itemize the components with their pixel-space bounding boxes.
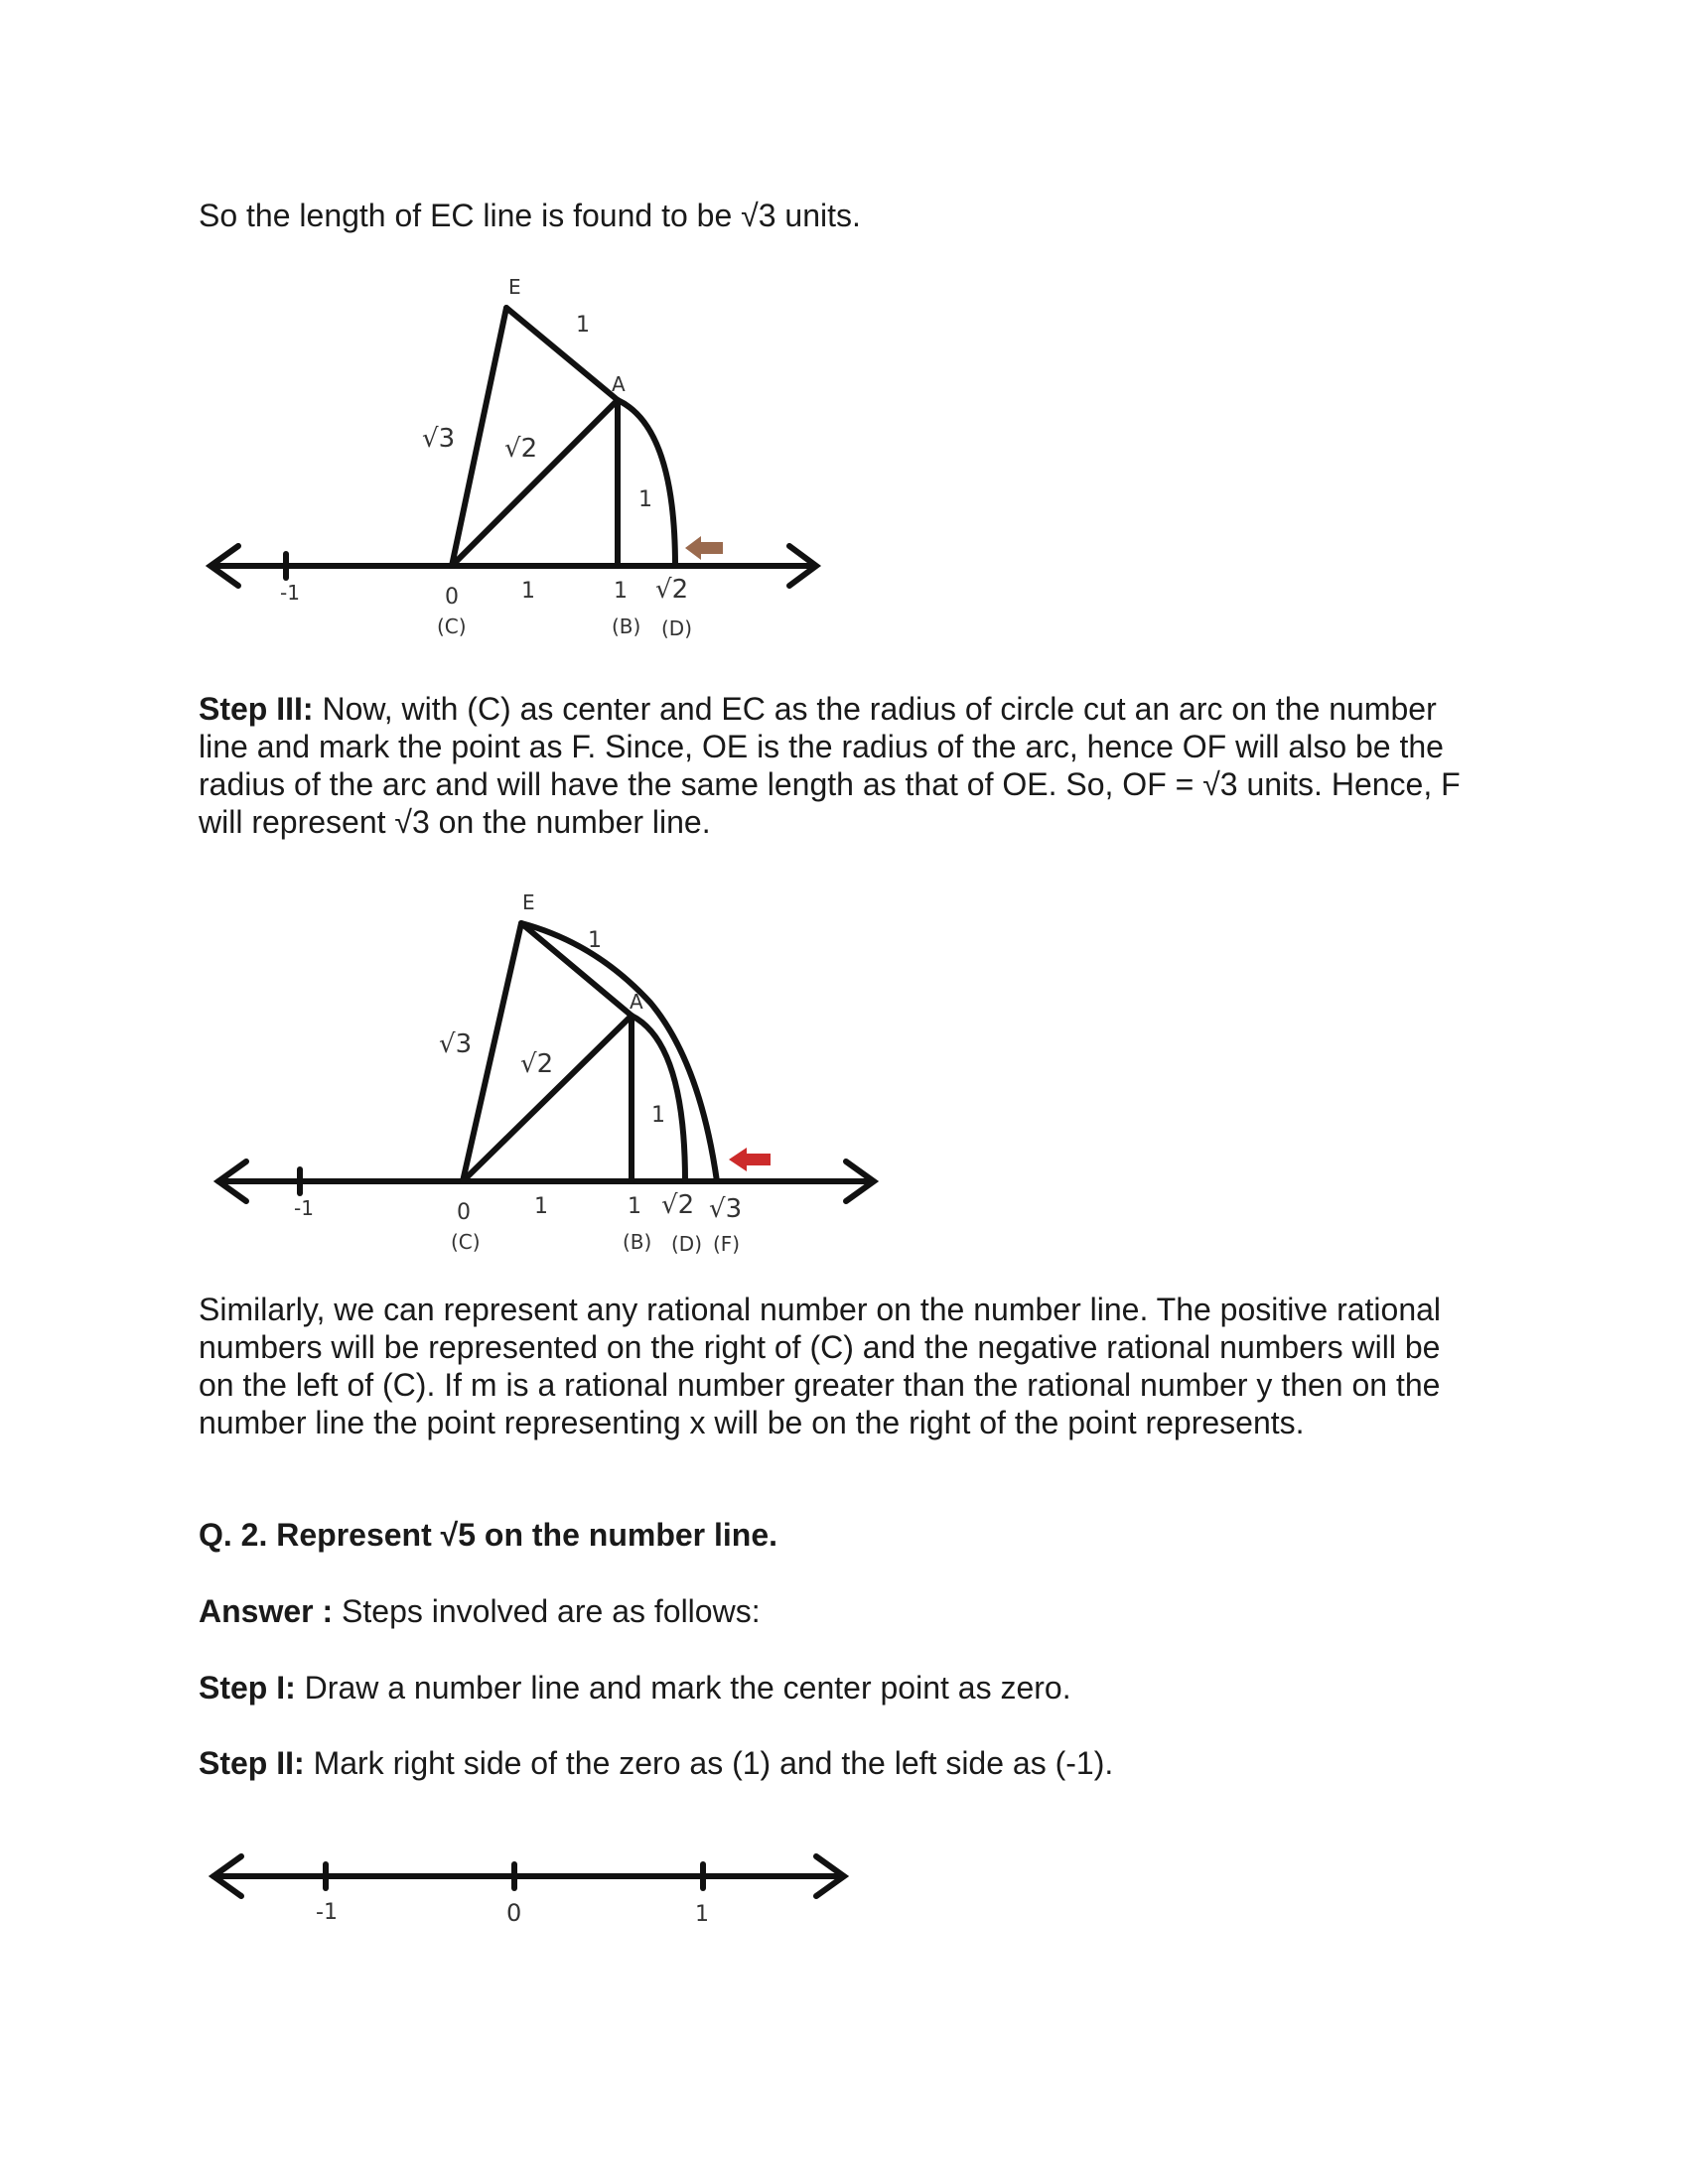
paragraph-step3 [199, 690, 1470, 841]
tick-label-root3: √3 [709, 1194, 743, 1224]
paragraph-similarly: Similarly, we can represent any rational number on the number line. The positive rational numbers will be represented on the right of (C) and the negative rational numbers will be on the left of (C). If m is a rational number greater than the rational number y then on the number line the point representing x will be on the right of the point represents. [199, 1292, 1442, 1440]
step1-line [199, 1669, 1470, 1706]
label-ca: √2 [504, 434, 538, 464]
tick-label-1: 1 [695, 1902, 709, 1927]
step2-text: Mark right side of the zero as (1) and the left side as (-1). [304, 1745, 1114, 1781]
tick-label-0: 0 [506, 1899, 522, 1927]
step3-text: Now, with (C) as center and EC as the radius of circle cut an arc on the number line and mark the point as F. Since, OE is the radius of the arc, hence OF will also be the radius of the arc and will have the same length as that of OE. So, OF = √3 units. Hence, F will represent √3 on the number line. [199, 691, 1461, 840]
tick-label-0: 0 [445, 585, 459, 610]
paragraph-ec-length: So the length of EC line is found to be √3 units. [199, 198, 861, 233]
tick-label-1: 1 [628, 1194, 641, 1219]
step1-text: Draw a number line and mark the center point as zero. [295, 1670, 1071, 1706]
tick-label-0: 0 [457, 1200, 471, 1225]
arrow-pointer-icon [685, 536, 723, 560]
point-label-b: (B) [612, 614, 641, 638]
figure-number-line [0, 1842, 894, 1931]
segment-ca [463, 1016, 632, 1181]
label-ca: √2 [520, 1049, 554, 1079]
point-label-d: (D) [671, 1232, 703, 1256]
answer-text: Steps involved are as follows: [333, 1593, 761, 1629]
label-cb: 1 [521, 579, 535, 604]
label-a: A [612, 372, 626, 396]
tick-label-1: 1 [614, 579, 628, 604]
label-ea: 1 [576, 313, 590, 338]
label-ab: 1 [651, 1103, 665, 1128]
tick-label-root2: √2 [661, 1190, 695, 1220]
segment-ec [452, 308, 506, 566]
figure-root3-construction [0, 884, 894, 1271]
label-ec: √3 [422, 424, 456, 454]
step2-line [199, 1744, 1470, 1782]
label-a: A [630, 990, 643, 1014]
step1-label: Step I: [199, 1670, 296, 1706]
tick-label-neg1: -1 [316, 1900, 338, 1925]
label-ea: 1 [588, 928, 602, 953]
tick-label-root2: √2 [655, 575, 689, 605]
segment-ea [506, 308, 618, 400]
tick-label-neg1: -1 [280, 581, 300, 605]
arc-ad [618, 400, 675, 566]
label-ab: 1 [638, 487, 652, 512]
figure-root2-construction [0, 268, 693, 645]
arrow-pointer-icon [729, 1148, 771, 1171]
point-label-b: (B) [623, 1230, 652, 1254]
label-cb: 1 [534, 1194, 548, 1219]
point-label-c: (C) [437, 614, 467, 638]
tick-label-neg1: -1 [294, 1196, 314, 1220]
label-ec: √3 [439, 1029, 473, 1059]
label-e: E [508, 275, 521, 299]
point-label-c: (C) [451, 1230, 481, 1254]
point-label-d: (D) [661, 616, 693, 640]
step3-label: Step III: [199, 691, 314, 727]
segment-ca [452, 400, 618, 566]
answer-line [199, 1592, 1470, 1630]
point-label-f: (F) [713, 1232, 741, 1256]
answer-label: Answer : [199, 1593, 334, 1629]
step2-label: Step II: [199, 1745, 305, 1781]
label-e: E [522, 890, 535, 914]
question-2: Q. 2. Represent √5 on the number line. [199, 1517, 778, 1553]
